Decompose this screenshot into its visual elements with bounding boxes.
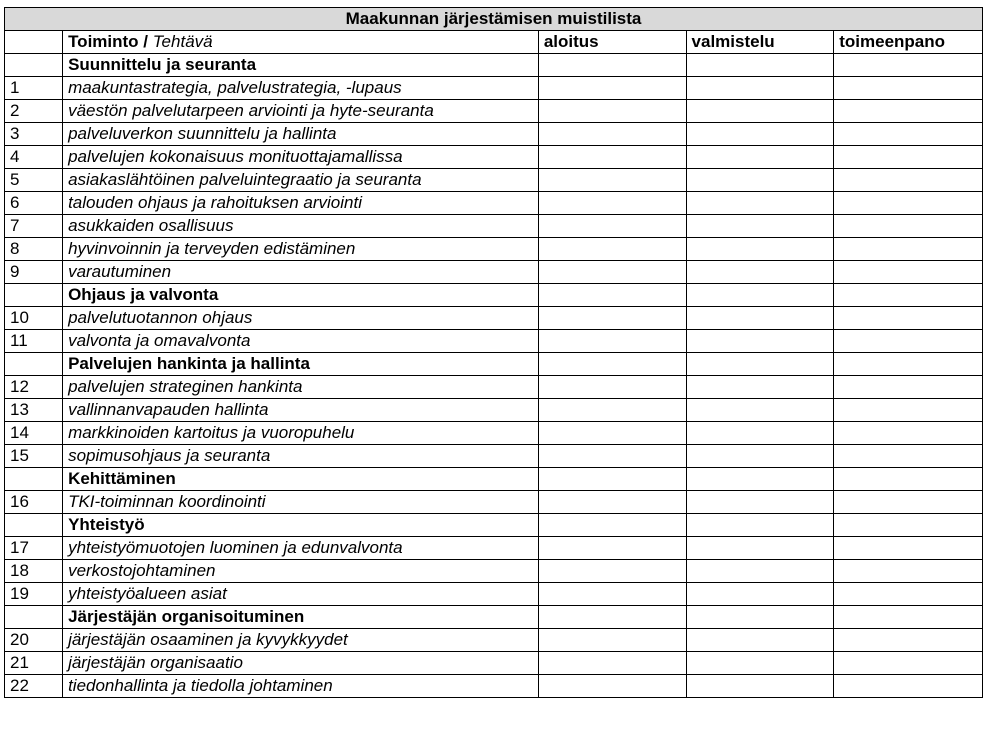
table-row <box>5 422 983 445</box>
stage-cell-valmistelu <box>686 77 834 100</box>
row-number: 14 <box>5 422 63 445</box>
section-heading: Palvelujen hankinta ja hallinta <box>63 353 539 376</box>
table-row <box>5 629 983 652</box>
table-row <box>5 399 983 422</box>
stage-cell-valmistelu <box>686 123 834 146</box>
task-label: verkostojohtaminen <box>63 560 539 583</box>
stage-cell-valmistelu <box>686 445 834 468</box>
stage-cell-toimeenpano <box>834 537 983 560</box>
header-stage-aloitus: aloitus <box>538 31 686 54</box>
table-title: Maakunnan järjestämisen muistilista <box>5 8 983 31</box>
stage-cell-aloitus <box>538 422 686 445</box>
row-number: 10 <box>5 307 63 330</box>
stage-cell-aloitus <box>538 284 686 307</box>
task-label: yhteistyöalueen asiat <box>63 583 539 606</box>
table-row <box>5 376 983 399</box>
row-number: 21 <box>5 652 63 675</box>
row-number: 15 <box>5 445 63 468</box>
section-row <box>5 353 983 376</box>
stage-cell-toimeenpano <box>834 652 983 675</box>
task-label: markkinoiden kartoitus ja vuoropuhelu <box>63 422 539 445</box>
stage-cell-toimeenpano <box>834 192 983 215</box>
header-task-separator: / <box>138 32 153 51</box>
stage-cell-toimeenpano <box>834 445 983 468</box>
stage-cell-aloitus <box>538 675 686 698</box>
table-row <box>5 77 983 100</box>
row-number <box>5 468 63 491</box>
header-subtask-label: Tehtävä <box>152 32 213 51</box>
header-number-cell <box>5 31 63 54</box>
row-number: 19 <box>5 583 63 606</box>
stage-cell-aloitus <box>538 468 686 491</box>
task-label: järjestäjän organisaatio <box>63 652 539 675</box>
stage-cell-valmistelu <box>686 238 834 261</box>
stage-cell-toimeenpano <box>834 100 983 123</box>
stage-cell-aloitus <box>538 146 686 169</box>
table-row <box>5 100 983 123</box>
stage-cell-toimeenpano <box>834 376 983 399</box>
stage-cell-toimeenpano <box>834 468 983 491</box>
table-row <box>5 146 983 169</box>
stage-cell-aloitus <box>538 491 686 514</box>
stage-cell-aloitus <box>538 123 686 146</box>
stage-cell-toimeenpano <box>834 422 983 445</box>
task-label: asiakaslähtöinen palveluintegraatio ja seuranta <box>63 169 539 192</box>
row-number <box>5 606 63 629</box>
stage-cell-valmistelu <box>686 307 834 330</box>
task-label: valvonta ja omavalvonta <box>63 330 539 353</box>
stage-cell-valmistelu <box>686 606 834 629</box>
stage-cell-toimeenpano <box>834 399 983 422</box>
task-label: maakuntastrategia, palvelustrategia, -lupaus <box>63 77 539 100</box>
stage-cell-valmistelu <box>686 353 834 376</box>
stage-cell-valmistelu <box>686 330 834 353</box>
task-label: palvelujen strateginen hankinta <box>63 376 539 399</box>
header-task-label: Toiminto <box>68 32 139 51</box>
stage-cell-valmistelu <box>686 146 834 169</box>
row-number: 16 <box>5 491 63 514</box>
task-label: palvelutuotannon ohjaus <box>63 307 539 330</box>
stage-cell-valmistelu <box>686 560 834 583</box>
row-number <box>5 54 63 77</box>
stage-cell-aloitus <box>538 445 686 468</box>
table-row <box>5 675 983 698</box>
stage-cell-valmistelu <box>686 652 834 675</box>
section-heading: Järjestäjän organisoituminen <box>63 606 539 629</box>
stage-cell-aloitus <box>538 261 686 284</box>
stage-cell-toimeenpano <box>834 284 983 307</box>
row-number: 1 <box>5 77 63 100</box>
row-number <box>5 514 63 537</box>
stage-cell-aloitus <box>538 514 686 537</box>
section-row <box>5 284 983 307</box>
table-row <box>5 652 983 675</box>
row-number <box>5 284 63 307</box>
task-label: asukkaiden osallisuus <box>63 215 539 238</box>
title-row <box>5 8 983 31</box>
stage-cell-aloitus <box>538 238 686 261</box>
task-label: hyvinvoinnin ja terveyden edistäminen <box>63 238 539 261</box>
row-number: 2 <box>5 100 63 123</box>
stage-cell-toimeenpano <box>834 675 983 698</box>
section-row <box>5 468 983 491</box>
stage-cell-aloitus <box>538 399 686 422</box>
stage-cell-toimeenpano <box>834 560 983 583</box>
task-label: TKI-toiminnan koordinointi <box>63 491 539 514</box>
stage-cell-toimeenpano <box>834 54 983 77</box>
stage-cell-aloitus <box>538 629 686 652</box>
row-number: 8 <box>5 238 63 261</box>
task-label: palvelujen kokonaisuus monituottajamallissa <box>63 146 539 169</box>
task-label: talouden ohjaus ja rahoituksen arviointi <box>63 192 539 215</box>
stage-cell-toimeenpano <box>834 629 983 652</box>
stage-cell-toimeenpano <box>834 123 983 146</box>
row-number: 5 <box>5 169 63 192</box>
section-row <box>5 54 983 77</box>
stage-cell-aloitus <box>538 537 686 560</box>
task-label: järjestäjän osaaminen ja kyvykkyydet <box>63 629 539 652</box>
row-number: 13 <box>5 399 63 422</box>
stage-cell-valmistelu <box>686 468 834 491</box>
stage-cell-valmistelu <box>686 376 834 399</box>
column-header-row <box>5 31 983 54</box>
stage-cell-aloitus <box>538 307 686 330</box>
row-number <box>5 353 63 376</box>
stage-cell-valmistelu <box>686 261 834 284</box>
stage-cell-toimeenpano <box>834 238 983 261</box>
stage-cell-valmistelu <box>686 583 834 606</box>
stage-cell-toimeenpano <box>834 330 983 353</box>
stage-cell-toimeenpano <box>834 77 983 100</box>
table-row <box>5 307 983 330</box>
stage-cell-valmistelu <box>686 629 834 652</box>
row-number: 9 <box>5 261 63 284</box>
stage-cell-toimeenpano <box>834 353 983 376</box>
section-heading: Yhteistyö <box>63 514 539 537</box>
stage-cell-aloitus <box>538 376 686 399</box>
stage-cell-aloitus <box>538 169 686 192</box>
section-heading: Ohjaus ja valvonta <box>63 284 539 307</box>
stage-cell-aloitus <box>538 192 686 215</box>
row-number: 3 <box>5 123 63 146</box>
row-number: 12 <box>5 376 63 399</box>
table-row <box>5 537 983 560</box>
section-heading: Suunnittelu ja seuranta <box>63 54 539 77</box>
task-label: yhteistyömuotojen luominen ja edunvalvonta <box>63 537 539 560</box>
table-row <box>5 215 983 238</box>
stage-cell-valmistelu <box>686 284 834 307</box>
task-label: palveluverkon suunnittelu ja hallinta <box>63 123 539 146</box>
table-row <box>5 445 983 468</box>
stage-cell-valmistelu <box>686 399 834 422</box>
stage-cell-valmistelu <box>686 192 834 215</box>
section-row <box>5 514 983 537</box>
stage-cell-aloitus <box>538 560 686 583</box>
stage-cell-valmistelu <box>686 215 834 238</box>
stage-cell-aloitus <box>538 330 686 353</box>
table-row <box>5 261 983 284</box>
row-number: 22 <box>5 675 63 698</box>
checklist-body <box>5 54 983 698</box>
table-row <box>5 123 983 146</box>
stage-cell-aloitus <box>538 215 686 238</box>
stage-cell-aloitus <box>538 652 686 675</box>
stage-cell-toimeenpano <box>834 606 983 629</box>
table-row <box>5 491 983 514</box>
stage-cell-toimeenpano <box>834 583 983 606</box>
table-row <box>5 238 983 261</box>
table-row <box>5 192 983 215</box>
checklist-table <box>4 7 983 698</box>
row-number: 4 <box>5 146 63 169</box>
stage-cell-valmistelu <box>686 491 834 514</box>
task-label: varautuminen <box>63 261 539 284</box>
header-stage-valmistelu: valmistelu <box>686 31 834 54</box>
stage-cell-valmistelu <box>686 514 834 537</box>
stage-cell-aloitus <box>538 606 686 629</box>
task-label: sopimusohjaus ja seuranta <box>63 445 539 468</box>
task-label: vallinnanvapauden hallinta <box>63 399 539 422</box>
row-number: 18 <box>5 560 63 583</box>
table-row <box>5 169 983 192</box>
task-label: väestön palvelutarpeen arviointi ja hyte-seuranta <box>63 100 539 123</box>
stage-cell-toimeenpano <box>834 215 983 238</box>
stage-cell-aloitus <box>538 77 686 100</box>
stage-cell-valmistelu <box>686 422 834 445</box>
stage-cell-toimeenpano <box>834 169 983 192</box>
header-task-cell <box>63 31 539 54</box>
section-heading: Kehittäminen <box>63 468 539 491</box>
row-number: 6 <box>5 192 63 215</box>
table-row <box>5 560 983 583</box>
stage-cell-valmistelu <box>686 169 834 192</box>
stage-cell-aloitus <box>538 54 686 77</box>
stage-cell-valmistelu <box>686 675 834 698</box>
stage-cell-toimeenpano <box>834 307 983 330</box>
stage-cell-toimeenpano <box>834 514 983 537</box>
section-row <box>5 606 983 629</box>
stage-cell-toimeenpano <box>834 491 983 514</box>
table-row <box>5 330 983 353</box>
stage-cell-valmistelu <box>686 100 834 123</box>
row-number: 20 <box>5 629 63 652</box>
stage-cell-toimeenpano <box>834 261 983 284</box>
row-number: 7 <box>5 215 63 238</box>
stage-cell-aloitus <box>538 100 686 123</box>
row-number: 11 <box>5 330 63 353</box>
table-row <box>5 583 983 606</box>
stage-cell-valmistelu <box>686 537 834 560</box>
stage-cell-toimeenpano <box>834 146 983 169</box>
stage-cell-valmistelu <box>686 54 834 77</box>
task-label: tiedonhallinta ja tiedolla johtaminen <box>63 675 539 698</box>
row-number: 17 <box>5 537 63 560</box>
stage-cell-aloitus <box>538 583 686 606</box>
stage-cell-aloitus <box>538 353 686 376</box>
header-stage-toimeenpano: toimeenpano <box>834 31 983 54</box>
